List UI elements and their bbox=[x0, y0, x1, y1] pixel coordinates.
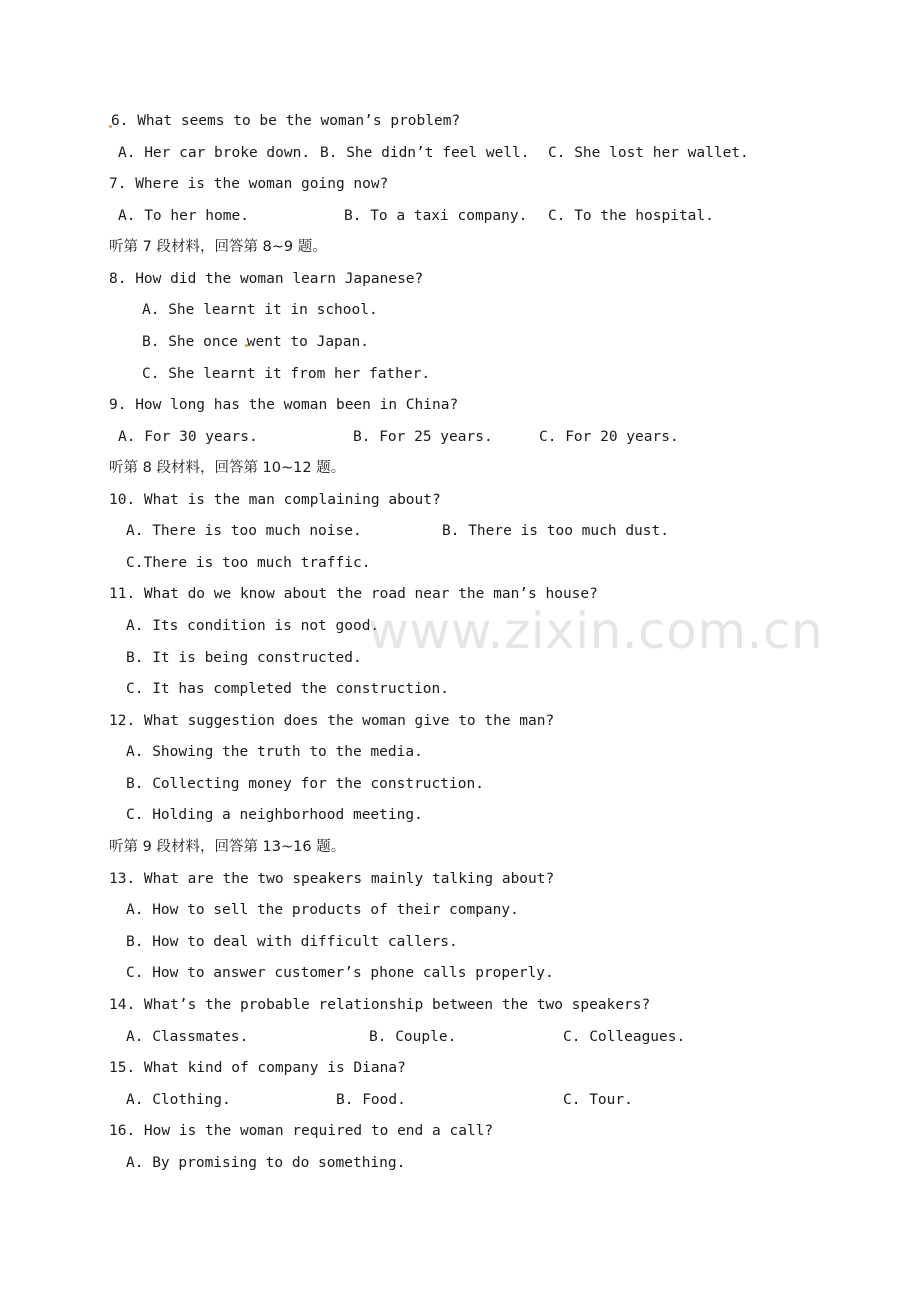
q14-option-b: B. Couple. bbox=[369, 1029, 457, 1045]
q6-option-b: B. She didn’t feel well. bbox=[320, 145, 530, 161]
question-9-stem: 9. How long has the woman been in China? bbox=[109, 397, 459, 413]
question-16-stem: 16. How is the woman required to end a call? bbox=[109, 1123, 494, 1139]
question-14-stem: 14. What’s the probable relationship between the two speakers? bbox=[109, 997, 651, 1013]
q10-option-c: C.There is too much traffic. bbox=[126, 555, 371, 571]
section-8-heading: 听第 8 段材料，回答第 10~12 题。 bbox=[109, 460, 346, 476]
q12-option-b: B. Collecting money for the construction. bbox=[126, 776, 484, 792]
q8-option-b: B. She once went to Japan. bbox=[142, 334, 369, 350]
q11-option-b: B. It is being constructed. bbox=[126, 650, 362, 666]
q15-option-a: A. Clothing. bbox=[126, 1092, 231, 1108]
section-9-heading: 听第 9 段材料，回答第 13~16 题。 bbox=[109, 839, 346, 855]
q9-option-b: B. For 25 years. bbox=[353, 429, 493, 445]
q15-option-c: C. Tour. bbox=[563, 1092, 633, 1108]
q13-option-a: A. How to sell the products of their company. bbox=[126, 902, 519, 918]
question-8-stem: 8. How did the woman learn Japanese? bbox=[109, 271, 424, 287]
question-10-stem: 10. What is the man complaining about? bbox=[109, 492, 441, 508]
q6-option-c: C. She lost her wallet. bbox=[548, 145, 749, 161]
question-11-stem: 11. What do we know about the road near the man’s house? bbox=[109, 586, 598, 602]
question-6-stem: 6. What seems to be the woman’s problem? bbox=[111, 113, 461, 129]
q11-option-a: A. Its condition is not good. bbox=[126, 618, 380, 634]
q8-option-c: C. She learnt it from her father. bbox=[142, 366, 431, 382]
q7-option-b: B. To a taxi company. bbox=[344, 208, 528, 224]
q7-option-a: A. To her home. bbox=[118, 208, 249, 224]
q16-option-a: A. By promising to do something. bbox=[126, 1155, 406, 1171]
q11-option-c: C. It has completed the construction. bbox=[126, 681, 450, 697]
section-7-heading: 听第 7 段材料，回答第 8~9 题。 bbox=[109, 239, 327, 255]
q13-option-b: B. How to deal with difficult callers. bbox=[126, 934, 458, 950]
q13-option-c: C. How to answer customer’s phone calls properly. bbox=[126, 965, 554, 981]
q10-option-b: B. There is too much dust. bbox=[442, 523, 669, 539]
q9-option-c: C. For 20 years. bbox=[539, 429, 679, 445]
q9-option-a: A. For 30 years. bbox=[118, 429, 258, 445]
q8-option-a: A. She learnt it in school. bbox=[142, 302, 378, 318]
q7-option-c: C. To the hospital. bbox=[548, 208, 714, 224]
q12-option-c: C. Holding a neighborhood meeting. bbox=[126, 807, 423, 823]
q15-option-b: B. Food. bbox=[336, 1092, 406, 1108]
q14-option-a: A. Classmates. bbox=[126, 1029, 249, 1045]
question-13-stem: 13. What are the two speakers mainly talking about? bbox=[109, 871, 555, 887]
q14-option-c: C. Colleagues. bbox=[563, 1029, 686, 1045]
q12-option-a: A. Showing the truth to the media. bbox=[126, 744, 423, 760]
question-15-stem: 15. What kind of company is Diana? bbox=[109, 1060, 406, 1076]
watermark: www.zixin.com.cn bbox=[368, 602, 824, 660]
q6-option-a: A. Her car broke down. bbox=[118, 145, 311, 161]
q10-option-a: A. There is too much noise. bbox=[126, 523, 362, 539]
question-12-stem: 12. What suggestion does the woman give to the man? bbox=[109, 713, 555, 729]
question-7-stem: 7. Where is the woman going now? bbox=[109, 176, 389, 192]
